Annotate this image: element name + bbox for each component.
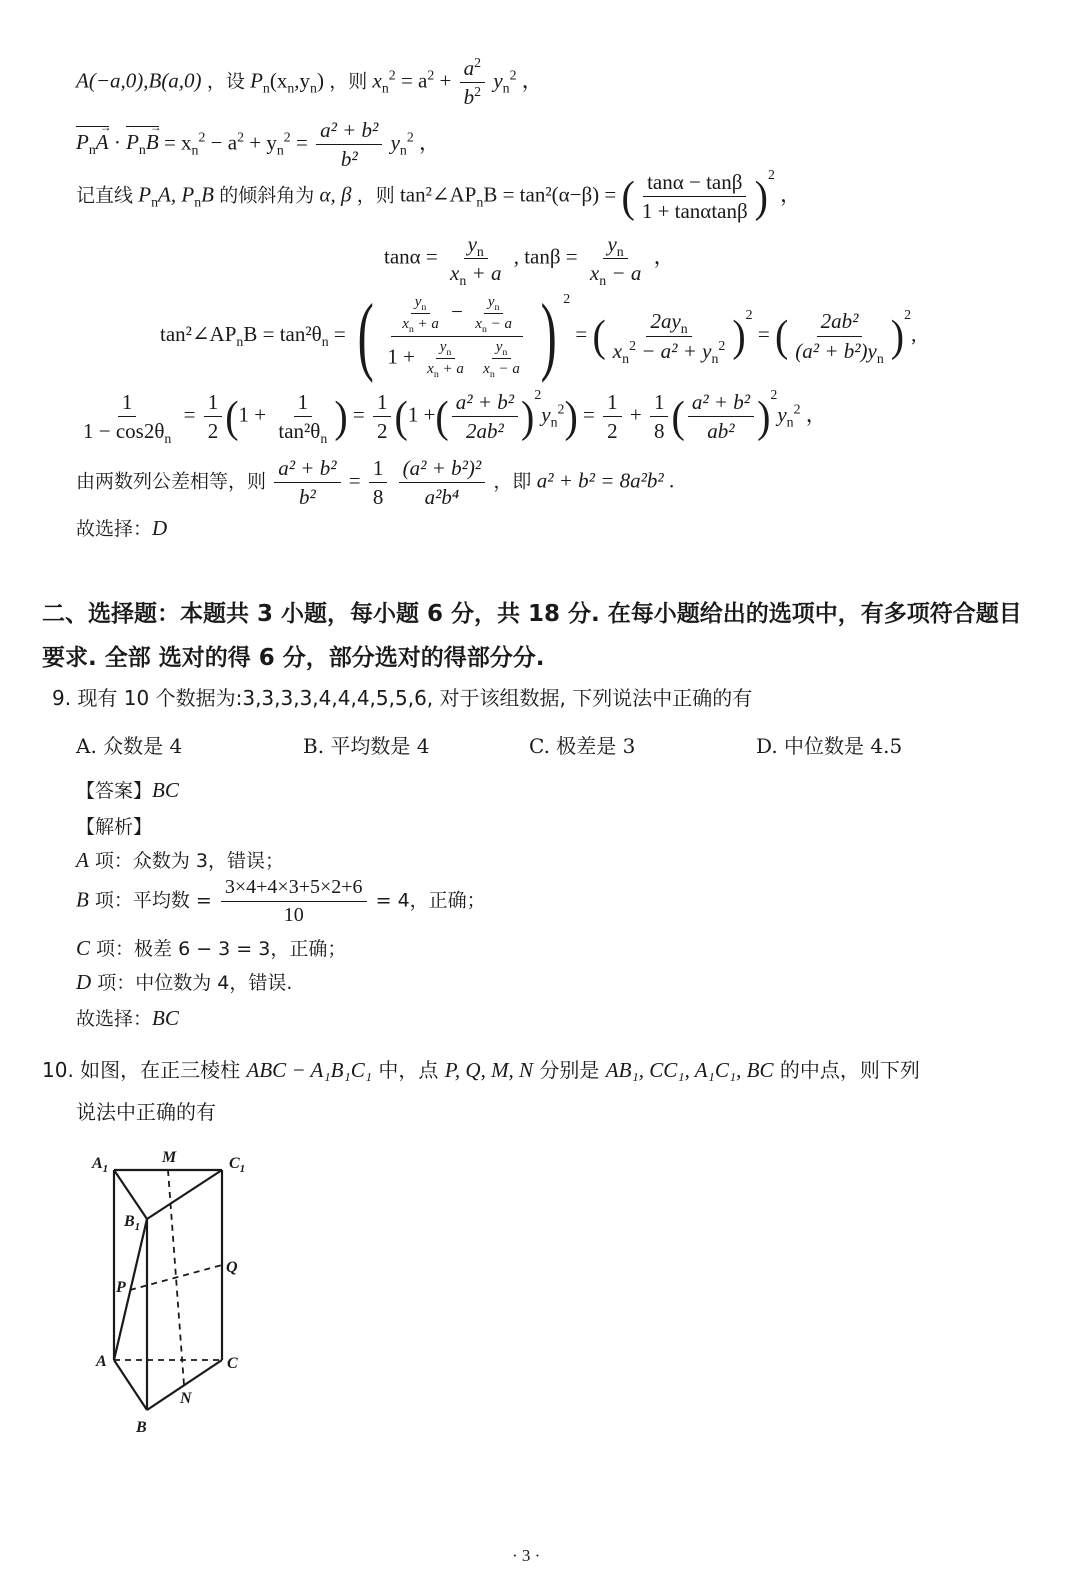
- paren-close: ): [754, 171, 768, 221]
- l7-frac2-num: 1: [369, 456, 388, 483]
- line5-lhs: tan²∠AP: [160, 321, 237, 346]
- fraction-a2-b2: [460, 56, 485, 109]
- ln2: n: [194, 194, 202, 210]
- l6-plus: +: [629, 402, 642, 427]
- q9-conclusion-label: 故选择：: [76, 1008, 153, 1030]
- inner-a1: + a: [413, 316, 439, 333]
- q10-c: 分别是: [533, 1058, 606, 1082]
- minus-a: − a: [210, 130, 238, 155]
- pn: P: [250, 68, 263, 93]
- tail-sq: 2: [406, 129, 414, 145]
- formula-sq: 2: [388, 67, 396, 83]
- line5-lhs-n: n: [236, 334, 244, 349]
- line2-end: ，: [419, 130, 441, 155]
- compound-fraction: [383, 294, 531, 378]
- answer-label: 【答案】: [76, 780, 153, 802]
- l7-frac1: [274, 456, 340, 509]
- half-den-2: 2: [376, 419, 388, 444]
- line-a-label: A: [76, 848, 89, 872]
- q9-line-d: [76, 968, 292, 995]
- inner-minus: −: [451, 299, 464, 324]
- q9-conclusion-answer: BC: [152, 1006, 179, 1030]
- vec-p: P: [76, 130, 89, 155]
- a-sq2: 2: [237, 129, 245, 145]
- label-p: P: [116, 1279, 126, 1296]
- page-number: · 3 ·: [512, 1546, 541, 1565]
- l6-paren-4: (: [671, 391, 685, 441]
- l6-den-n: n: [164, 431, 172, 447]
- q9-line-a: [76, 846, 284, 873]
- q9-option-b: B. 平均数是 4: [303, 734, 430, 758]
- x-sq: 2: [198, 129, 206, 145]
- l6-sq2: 2: [770, 387, 778, 403]
- q9-option-c: C. 极差是 3: [529, 734, 636, 758]
- frac2-num-n: n: [680, 321, 688, 337]
- formula-eq: = a: [400, 68, 428, 93]
- l6-y2-n: n: [786, 414, 794, 430]
- mean-den: 10: [283, 904, 304, 926]
- inner-frac-1: [398, 294, 443, 334]
- y: y: [493, 68, 503, 93]
- eq-x: = x: [163, 130, 192, 155]
- line3-lhs: tan²∠AP: [399, 182, 477, 207]
- line4-end: ，: [653, 244, 675, 269]
- sol-line-5: [160, 287, 917, 384]
- formula-x: x: [372, 68, 382, 93]
- line-c-text: 项：极差 6 − 3 = 3，正确；: [90, 938, 347, 960]
- line-c-label: C: [76, 936, 91, 960]
- q10-stem-line1: [42, 1054, 920, 1083]
- line1-end: ，: [521, 68, 543, 93]
- fraction-half-3: [603, 390, 622, 443]
- big-paren-close: ): [540, 287, 557, 384]
- inner-x3-n: n: [433, 368, 439, 380]
- frac2-num-5: 2ay: [650, 309, 681, 334]
- frac-num-sq: 2: [474, 55, 482, 70]
- l7-result: a² + b² = 8a²b²: [536, 468, 664, 493]
- l6-paren-2: (: [394, 391, 408, 441]
- sol-line-4: [384, 232, 675, 289]
- tan-den: 1 + tanαtanβ: [641, 199, 748, 224]
- line5-eq: =: [328, 321, 346, 346]
- label-c: C: [227, 1355, 238, 1372]
- eq2: =: [295, 130, 308, 155]
- tan-alpha: tanα =: [384, 244, 438, 269]
- den1: x: [450, 261, 460, 286]
- inner-a2: − a: [486, 316, 512, 333]
- n2: n: [310, 80, 317, 96]
- fraction-a2b2-ab2: [688, 390, 754, 443]
- l7-prefix: 由两数列公差相等，则: [76, 470, 267, 493]
- line5-end: ,: [911, 321, 917, 346]
- answer-value: BC: [152, 778, 179, 802]
- edge-b1-c1: [147, 1170, 222, 1219]
- l6-frac4-den: ab²: [707, 419, 735, 444]
- l6-frac3-num: a² + b²: [452, 390, 518, 417]
- frac2-den-n: n: [622, 350, 630, 366]
- inner-y2: y: [487, 294, 495, 310]
- edge-a-b: [114, 1360, 147, 1410]
- half-num-1: 1: [204, 390, 223, 417]
- vector-pa: → $P_nA$: [76, 120, 112, 158]
- inner-x4: x: [483, 360, 490, 377]
- line-d-text: 项：中位数为 4，错误.: [91, 972, 293, 994]
- l6-y-n: n: [550, 414, 558, 430]
- frac2-den: b²: [340, 147, 358, 172]
- yn: n: [276, 142, 284, 158]
- inner-a4: − a: [494, 360, 520, 377]
- l6-paren-4c: ): [757, 391, 771, 441]
- mean-fraction: [221, 876, 367, 927]
- sol-line-6: [76, 387, 827, 447]
- inner-y4-n: n: [502, 346, 508, 358]
- then-text-3: ，则: [356, 184, 395, 207]
- pn-sub: n: [262, 80, 270, 96]
- q10-a: 10. 如图，在正三棱柱: [42, 1058, 247, 1082]
- l6-y2: y: [777, 402, 787, 427]
- den2: x: [589, 261, 600, 286]
- label-b: B: [136, 1419, 147, 1436]
- tail-n: n: [399, 142, 407, 158]
- inner-y3: y: [439, 338, 447, 355]
- theta-n: n: [321, 334, 329, 349]
- mean-num: 3×4+4×3+5×2+6: [221, 876, 367, 902]
- l6-inner-num: 1: [294, 390, 313, 417]
- frac3-num-5: 2ab²: [817, 309, 863, 336]
- label-b1: $B_1$: [124, 1213, 141, 1233]
- frac2-den-y-sq: 2: [718, 337, 726, 353]
- l6-paren-3c: ): [521, 391, 535, 441]
- q10-points: P, Q, M, N: [444, 1058, 534, 1082]
- l6-paren-3: (: [435, 391, 449, 441]
- num1-n: n: [476, 244, 484, 260]
- line-a-text: 项：众数为 3，错误；: [88, 850, 284, 872]
- l7-frac1-num: a² + b²: [274, 456, 340, 483]
- inner-x2-n: n: [481, 324, 487, 336]
- l6-paren-1c: ): [334, 391, 348, 441]
- paren-close-5c: ): [890, 310, 905, 361]
- den1-n: n: [459, 273, 467, 289]
- set-text: ，设: [206, 70, 245, 93]
- edge-a1-b1: [114, 1170, 147, 1219]
- vec2-p: P: [126, 130, 139, 155]
- tail-y: y: [390, 130, 400, 155]
- l6-eq3: =: [583, 402, 595, 427]
- frac3-den-n: n: [876, 350, 884, 366]
- xn: n: [191, 142, 199, 158]
- num2-n: n: [616, 244, 624, 260]
- paren-open-5b: (: [592, 310, 606, 361]
- l7-frac3: [399, 456, 486, 509]
- q9-option-a: A. 众数是 4: [76, 734, 183, 758]
- tan-beta: , tanβ =: [513, 244, 578, 269]
- frac2-den-end: − a² + y: [636, 338, 712, 363]
- lines-mid: A, P: [158, 182, 195, 207]
- line5-eq2: =: [575, 321, 588, 346]
- tan-num: tanα − tanβ: [643, 170, 746, 197]
- fraction-1-over-1-cos: [79, 390, 175, 447]
- l7-frac1-den: b²: [299, 485, 316, 510]
- inner-y4: y: [495, 338, 503, 355]
- inner-frac-3: [423, 339, 468, 379]
- line3-sq: 2: [767, 167, 775, 183]
- conclusion-label: 故选择：: [76, 518, 153, 540]
- q9-option-d: D. 中位数是 4.5: [756, 734, 903, 758]
- inner-y1-n: n: [421, 302, 427, 313]
- den2-end: − a: [606, 261, 642, 286]
- line5-sq2: 2: [745, 306, 753, 322]
- l6-den: 1 − cos2θ: [83, 419, 165, 444]
- line5-sq1: 2: [563, 290, 571, 306]
- q9-answer: [76, 776, 179, 803]
- fraction-half-2: [373, 390, 392, 443]
- l6-y: y: [541, 402, 551, 427]
- l6-paren-2c: ): [564, 391, 578, 441]
- l7-eq: =: [348, 468, 361, 493]
- frac2-den-y-n: n: [711, 350, 719, 366]
- eighth-num: 1: [650, 390, 669, 417]
- y-sq: 2: [509, 67, 517, 83]
- inner-x3: x: [427, 360, 434, 377]
- half-den-1: 2: [207, 419, 219, 444]
- fraction-tan: [638, 170, 752, 223]
- label-n: N: [180, 1390, 192, 1407]
- line-b-label: B: [76, 887, 89, 912]
- fraction-half-1: [204, 390, 223, 443]
- l6-one-plus2: 1 +: [407, 402, 436, 427]
- lines-end: B: [201, 182, 214, 207]
- frac2-num: a² + b²: [316, 118, 382, 145]
- half-den-3: 2: [607, 419, 618, 444]
- inner-x1: x: [402, 316, 409, 333]
- l6-one-plus: 1 +: [238, 402, 267, 427]
- sol-line-1: [76, 56, 543, 109]
- sol-line-3: [76, 167, 802, 224]
- pn-coords: (x: [269, 68, 288, 93]
- l6-frac3-den: 2ab²: [465, 419, 504, 444]
- l7-end: .: [668, 468, 675, 493]
- q10-d: 的中点，则下列: [773, 1058, 920, 1082]
- points-ab: A(−a,0),B(a,0): [76, 68, 202, 93]
- n1: n: [287, 80, 295, 96]
- l6-paren-1: (: [225, 391, 239, 441]
- paren-open: (: [621, 171, 635, 221]
- l6-y2-sq: 2: [793, 401, 801, 417]
- vec-a: A: [95, 130, 109, 155]
- q9-conclusion: [76, 1004, 179, 1031]
- line-b-end: = 4，正确；: [375, 889, 486, 912]
- frac3-den-5: (a² + b²)y: [795, 338, 877, 363]
- sol-line-2: [76, 118, 440, 171]
- frac-den: b: [463, 85, 475, 110]
- label-c1: $C_1$: [229, 1155, 246, 1175]
- l6-sq1: 2: [534, 387, 542, 403]
- y-n: n: [502, 80, 510, 96]
- q10-stem-line2: 说法中正确的有: [76, 1100, 216, 1124]
- prism-figure: [80, 1140, 280, 1440]
- line3-prefix: 记直线: [76, 184, 134, 207]
- inner-a3: + a: [438, 360, 464, 377]
- q10-prism: ABC − A₁B₁C₁: [246, 1058, 373, 1082]
- fraction-2ay: [609, 309, 730, 366]
- num1: y: [467, 232, 477, 256]
- vector-pb: → $P_nB$: [126, 120, 162, 158]
- l7-frac3-num: (a² + b²)²: [399, 456, 486, 483]
- inner-x1-n: n: [408, 324, 414, 336]
- label-q: Q: [226, 1259, 238, 1276]
- line-d-label: D: [76, 970, 92, 994]
- l6-frac4-num: a² + b²: [688, 390, 754, 417]
- frac2-den-sq: 2: [629, 337, 636, 353]
- line3-end: ，: [780, 182, 802, 207]
- close-paren: ): [316, 68, 324, 93]
- fraction-tan-beta: [586, 232, 645, 289]
- paren-close-5b: ): [732, 310, 746, 361]
- l6-inner-den-n: n: [320, 431, 328, 447]
- q9-line-c: [76, 934, 346, 961]
- fraction-tan-alpha: [446, 232, 505, 289]
- angle-text: 的倾斜角为: [219, 184, 315, 207]
- y-sq2: 2: [283, 129, 291, 145]
- line-b-text: 项：平均数 =: [88, 889, 212, 912]
- vec2-n: n: [138, 142, 146, 158]
- l7-frac2: [369, 456, 388, 509]
- vec2-b: B: [145, 130, 159, 155]
- inner-y3-n: n: [446, 346, 452, 358]
- label-a1: $A_1$: [92, 1155, 109, 1175]
- line5-lhs-end: B = tan²θ: [243, 321, 322, 346]
- inner-frac-2: [471, 294, 516, 334]
- line-p1: P: [138, 182, 152, 207]
- l6-eq2: =: [352, 402, 365, 427]
- den1-end: + a: [466, 261, 502, 286]
- inner-y1: y: [414, 294, 422, 310]
- l6-inner-den: tan²θ: [278, 419, 321, 444]
- q9-line-b: [76, 876, 486, 927]
- frac-num: a: [463, 56, 475, 80]
- one-plus: 1 +: [387, 344, 415, 369]
- l6-end: ，: [805, 402, 827, 427]
- frac-den-sq: 2: [474, 84, 482, 100]
- num2: y: [607, 232, 617, 256]
- l6-y-sq: 2: [557, 401, 565, 417]
- fraction-eighth: [650, 390, 669, 443]
- fraction-a2b2-b2: [316, 118, 382, 171]
- label-m: M: [162, 1149, 177, 1166]
- q10-midpoints: AB₁, CC₁, A₁C₁, BC: [605, 1058, 774, 1082]
- dot: ·: [113, 130, 127, 155]
- fraction-a2b2-2ab2: [452, 390, 518, 443]
- inner-x4-n: n: [489, 368, 495, 380]
- half-num-2: 1: [373, 390, 392, 417]
- l6-num: 1: [118, 390, 137, 417]
- paren-open-5c: (: [774, 310, 789, 361]
- q10-b: 中，点: [372, 1058, 445, 1082]
- plus-y: + y: [249, 130, 277, 155]
- fraction-2ab2: [791, 309, 888, 366]
- q9-analysis-label: 【解析】: [76, 816, 153, 838]
- sol-line-7: [76, 456, 674, 509]
- line5-sq3: 2: [904, 306, 912, 322]
- prev-conclusion: [76, 514, 167, 541]
- line5-eq3: =: [757, 321, 770, 346]
- a-sq: 2: [427, 67, 435, 83]
- formula-n: n: [381, 80, 389, 96]
- line3-lhs-n: n: [476, 194, 484, 210]
- plus: +: [439, 68, 452, 93]
- l7-frac2-den: 8: [372, 485, 384, 510]
- inner-y2-n: n: [494, 302, 500, 313]
- fraction-1-over-tan: [274, 390, 331, 447]
- conclusion-answer: D: [152, 516, 168, 540]
- comma-y: ,y: [294, 68, 311, 93]
- section-2-header: 二、选择题：本题共 3 小题，每小题 6 分，共 18 分. 在每小题给出的选项中，有多项符合题目要求. 全部 选对的得 6 分，部分选对的得部分分.: [42, 601, 1022, 671]
- eighth-den: 8: [653, 419, 665, 444]
- frac2-den-x: x: [612, 338, 623, 363]
- label-a: A: [96, 1353, 107, 1370]
- half-num-3: 1: [603, 390, 622, 417]
- l7-mid: ，即: [493, 470, 532, 493]
- l7-frac3-den: a²b⁴: [424, 485, 460, 510]
- l6-eq: =: [183, 402, 196, 427]
- vec-n: n: [88, 142, 96, 158]
- ln1: n: [151, 194, 159, 210]
- angles: α, β: [319, 182, 352, 207]
- inner-x2: x: [475, 316, 482, 333]
- inner-frac-4: [479, 339, 524, 379]
- big-paren-open: (: [357, 287, 374, 384]
- q9-stem: 9. 现有 10 个数据为:3,3,3,3,4,4,4,5,5,6, 对于该组数据, 下列说法中正确的有: [52, 686, 753, 710]
- line3-lhs-end: B = tan²(α−β) =: [483, 182, 617, 207]
- den2-n: n: [599, 273, 607, 289]
- then-text: ，则: [329, 70, 368, 93]
